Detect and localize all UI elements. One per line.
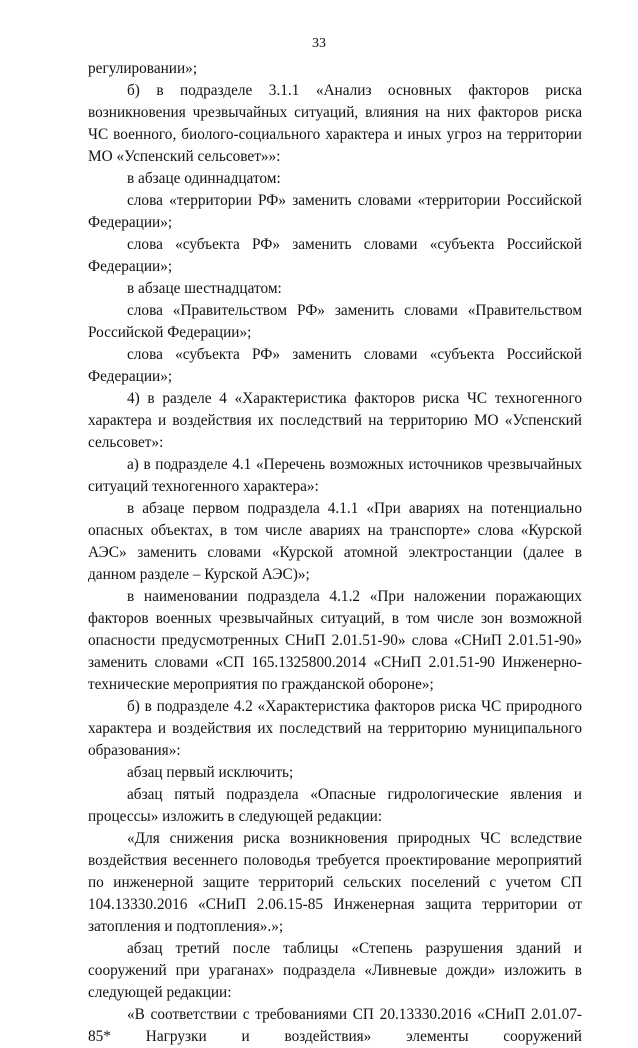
paragraph: б) в подразделе 3.1.1 «Анализ основных факторов риска возникновения чрезвычайных ситуаций, влияния на них факторов риска ЧС военного, биолого-социального характера и иных угроз на территории МО «Успенский сельсовет»»: xyxy=(88,82,582,165)
document-body xyxy=(88,58,582,1048)
paragraph: в абзаце шестнадцатом: xyxy=(127,280,282,297)
paragraph: абзац третий после таблицы «Степень разрушения зданий и сооружений при ураганах» подраздела «Ливневые дожди» изложить в следующей редакции: xyxy=(88,940,582,1001)
paragraph: а) в подразделе 4.1 «Перечень возможных источников чрезвычайных ситуаций техногенного характера»: xyxy=(88,456,582,495)
paragraph: в абзаце первом подраздела 4.1.1 «При авариях на потенциально опасных объектах, в том числе авариях на транспорте» слова «Курской АЭС» заменить словами «Курской атомной электростанции (далее в данном разделе – Курской АЭС)»; xyxy=(88,500,582,583)
paragraph: слова «субъекта РФ» заменить словами «субъекта Российской Федерации»; xyxy=(88,236,582,275)
paragraph: в наименовании подраздела 4.1.2 «При наложении поражающих факторов военных чрезвычайных ситуаций, в том числе зон возможной опасности предусмотренных СНиП 2.01.51-90» слова «СНиП 2.01.51-90» заменить словами «СП 165.1325800.2014 «СНиП 2.01.51-90 Инженерно-технические мероприятия по гражданской обороне»; xyxy=(88,588,582,693)
paragraph: регулировании»; xyxy=(88,60,198,77)
paragraph: «В соответствии с требованиями СП 20.13330.2016 «СНиП 2.01.07-85* Нагрузки и воздействия» элементы сооружений xyxy=(88,1006,582,1045)
paragraph: абзац первый исключить; xyxy=(127,764,294,781)
paragraph: слова «территории РФ» заменить словами «территории Российской Федерации»; xyxy=(88,192,582,231)
page-number: 33 xyxy=(312,36,326,51)
paragraph: «Для снижения риска возникновения природных ЧС вследствие воздействия весеннего половодья требуется проектирование мероприятий по инженерной защите территорий сельских поселений с учетом СП 104.13330.2016 «СНиП 2.06.15-85 Инженерная защита территории от затопления и подтопления».»; xyxy=(88,830,582,935)
paragraph: 4) в разделе 4 «Характеристика факторов риска ЧС техногенного характера и воздействия их последствий на территорию МО «Успенский сельсовет»: xyxy=(88,390,582,451)
paragraph: в абзаце одиннадцатом: xyxy=(127,170,281,187)
paragraph: слова «Правительством РФ» заменить словами «Правительством Российской Федерации»; xyxy=(88,302,582,341)
paragraph: абзац пятый подраздела «Опасные гидрологические явления и процессы» изложить в следующей редакции: xyxy=(88,786,582,825)
paragraph: слова «субъекта РФ» заменить словами «субъекта Российской Федерации»; xyxy=(88,346,582,385)
paragraph: б) в подразделе 4.2 «Характеристика факторов риска ЧС природного характера и воздействия их последствий на территорию муниципального образования»: xyxy=(88,698,582,759)
